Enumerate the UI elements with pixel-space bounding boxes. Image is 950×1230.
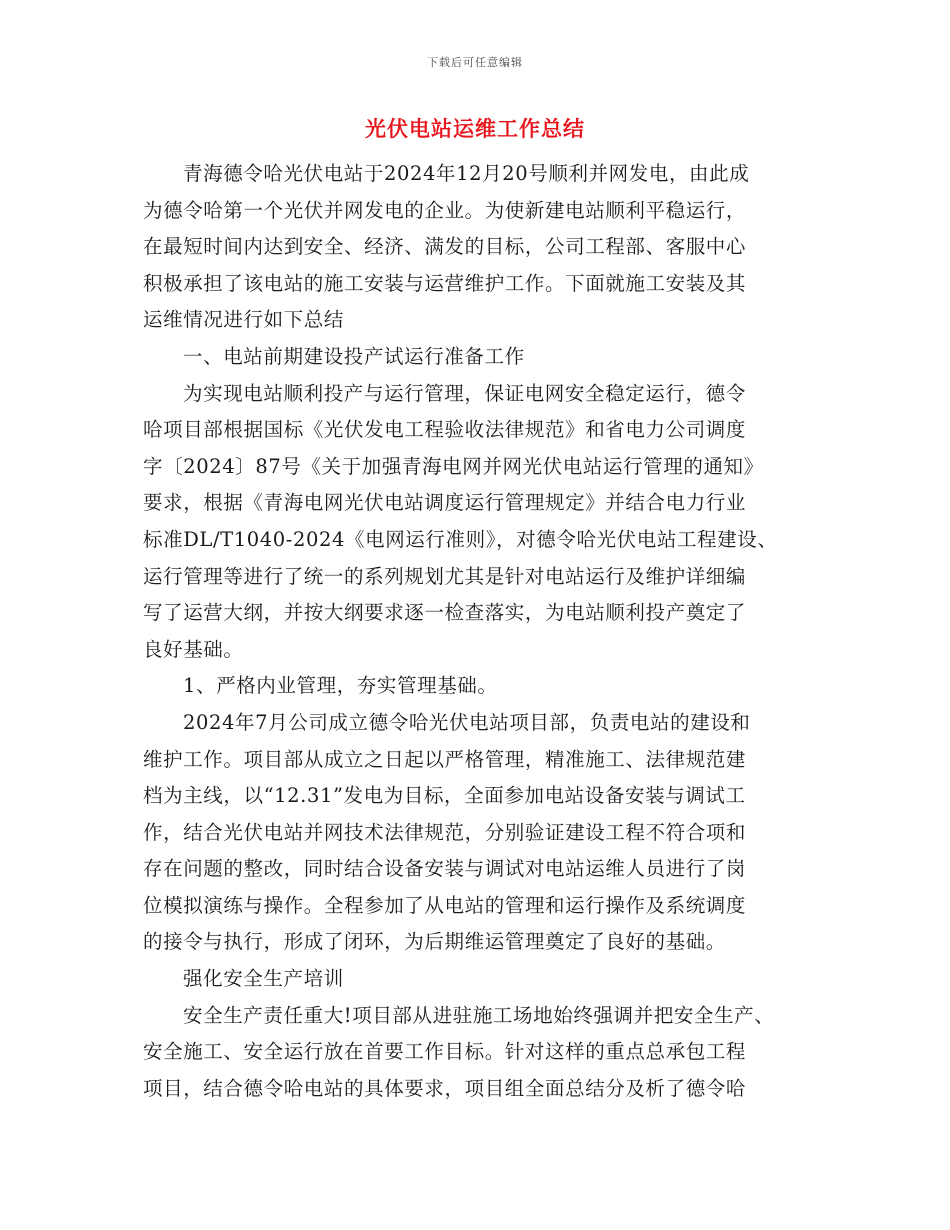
header-note: 下载后可任意编辑 <box>427 56 523 69</box>
paragraph-safety: 安全生产责任重大!项目部从进驻施工场地始终强调并把安全生产、 安全施工、安全运行放在首要工作目标。针对这样的重点总承包工程 项目，结合德令哈电站的具体要求，项目组全面总结分及析了德令哈 <box>143 1003 775 1100</box>
subsection-heading-safety: 强化安全生产培训 <box>183 967 344 991</box>
document-title: 光伏电站运维工作总结 <box>365 116 585 141</box>
document-body <box>143 156 818 1107</box>
section-heading-1: 一、电站前期建设投产试运行准备工作 <box>183 344 525 368</box>
paragraph-management: 2024年7月公司成立德令哈光伏电站项目部，负责电站的建设和 维护工作。项目部从成立之日起以严格管理，精准施工、法律规范建 档为主线，以“12.31”发电为目标，全面参加电站设备安装与调试工 作，结合光伏电站并网技术法律规范，分别验证建设工程不符合项和 存在问题的整改，同时结合设备安装与调试对电站运维人员进行了岗 位模拟演练与操作。全程参加了从电站的管理和运行操作及系统调度 的接令与执行，形成了闭环，为后期维运管理奠定了良好的基础。 <box>143 710 751 954</box>
subsection-heading-1: 1、严格内业管理，夯实管理基础。 <box>183 674 498 698</box>
paragraph-preparation: 为实现电站顺利投产与运行管理，保证电网安全稳定运行，德令 哈项目部根据国标《光伏发电工程验收法律规范》和省电力公司调度 字〔2024〕87号《关于加强青海电网并网光伏电站运行管理的通知》 要求，根据《青海电网光伏电站调度运行管理规定》并结合电力行业 标准DL/T1040-2024《电网运行准则》，对德令哈光伏电站工程建设、 运行管理等进行了统一的系列规划尤其是针对电站运行及维护详细编 写了运营大纲，并按大纲要求逐一检查落实，为电站顺利投产奠定了 良好基础。 <box>143 381 778 661</box>
paragraph-intro: 青海德令哈光伏电站于2024年12月20号顺利并网发电，由此成 为德令哈第一个光伏并网发电的企业。为使新建电站顺利平稳运行， 在最短时间内达到安全、经济、满发的目标，公司工程部、客服中心 积极承担了该电站的施工安装与运营维护工作。下面就施工安装及其 运维情况进行如下总结 <box>143 162 750 332</box>
